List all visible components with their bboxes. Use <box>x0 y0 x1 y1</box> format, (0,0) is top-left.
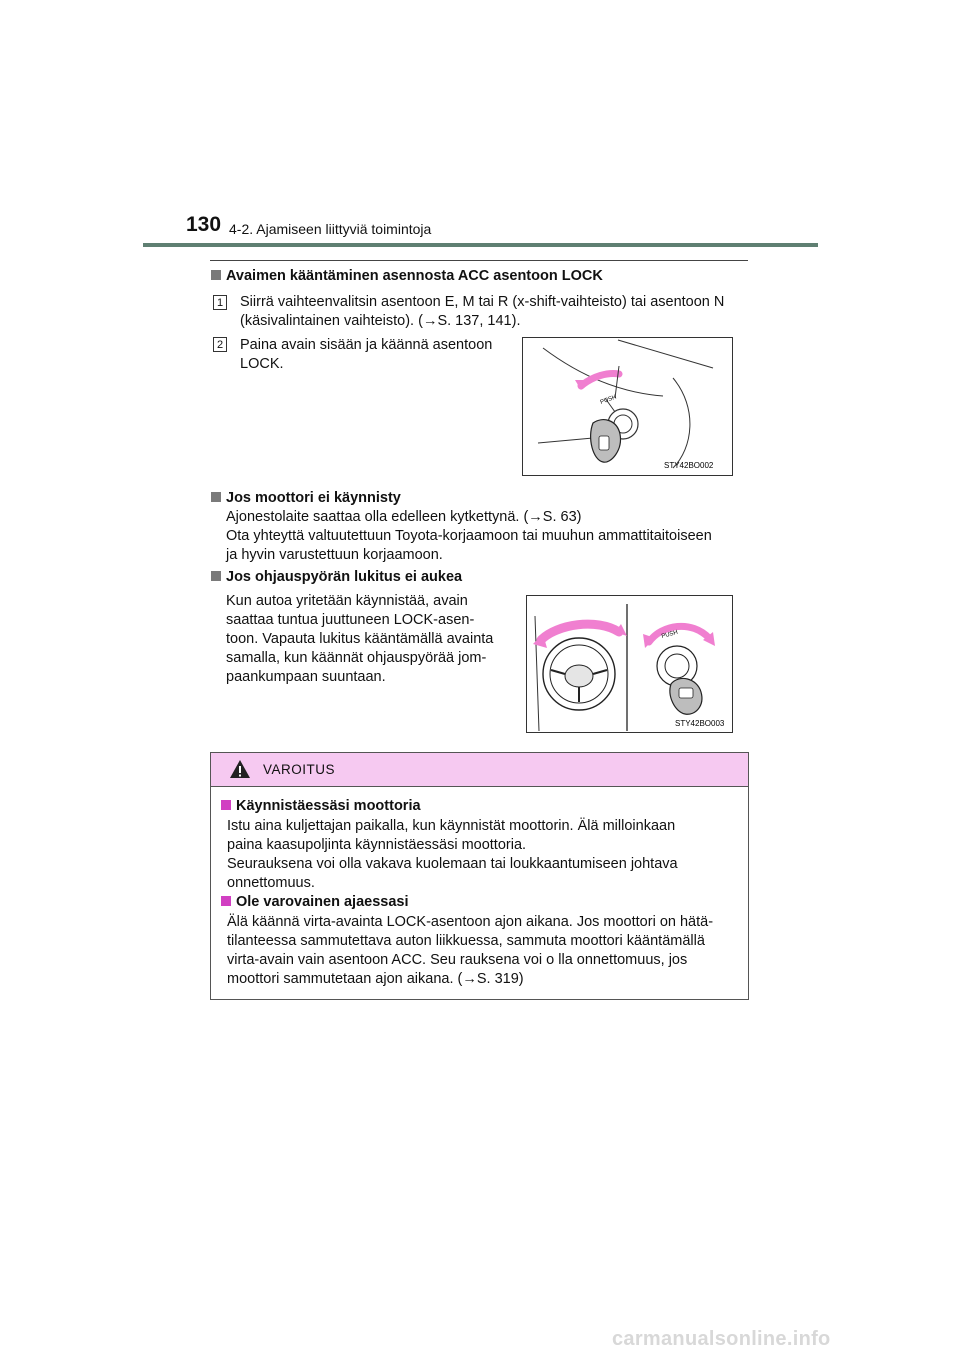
watermark: carmanualsonline.info <box>612 1328 831 1350</box>
paragraph-line: Seurauksena voi olla vakava kuolemaan tai loukkaantumiseen johtava <box>227 856 678 872</box>
bullet-square-icon <box>221 896 231 906</box>
paragraph-line: Älä käännä virta-avainta LOCK-asentoon ajon aikana. Jos moottori on hätä- <box>227 914 714 930</box>
section-heading-engine-no-start: Jos moottori ei käynnisty <box>211 490 401 506</box>
chapter-title: 4-2. Ajamiseen liittyviä toimintoja <box>229 221 432 237</box>
paragraph-line: Ajonestolaite saattaa olla edelleen kytkettynä. (→S. 63) <box>226 509 582 525</box>
paragraph-line: moottori sammutetaan ajon aikana. (→S. 319) <box>227 971 524 987</box>
step-1-text <box>240 293 748 331</box>
section-divider <box>210 260 748 261</box>
bullet-square-icon <box>211 492 221 502</box>
step-1-line: Siirrä vaihteenvalitsin asentoon E, M tai R (x-shift-vaihteisto) tai asentoon N <box>240 294 725 310</box>
paragraph-line: samalla, kun käännät ohjauspyörää jom- <box>226 650 487 666</box>
section-heading-steering-lock: Jos ohjauspyörän lukitus ei aukea <box>211 569 462 585</box>
paragraph-line: Ota yhteyttä valtuutettuun Toyota-korjaamoon tai muuhun ammattitaitoiseen <box>226 528 712 544</box>
warning-item-heading: Käynnistäessäsi moottoria <box>221 798 421 814</box>
warning-item-text <box>227 817 740 893</box>
paragraph-line: tilanteessa sammutettava auton liikkuessa, sammuta moottori kääntämällä <box>227 933 705 949</box>
step-1-line: (käsivalintainen vaihteisto). (→S. 137, 141). <box>240 313 521 329</box>
push-label: PUSH <box>599 394 618 406</box>
engine-no-start-text <box>226 508 745 565</box>
paragraph-line: saattaa tuntua juuttuneen LOCK-asen- <box>226 612 475 628</box>
push-label: PUSH <box>660 629 679 640</box>
bullet-square-icon <box>211 270 221 280</box>
illustration-code: STY42BO002 <box>664 461 714 470</box>
paragraph-line: paankumpaan suuntaan. <box>226 669 386 685</box>
section-heading-acc-lock: Avaimen kääntäminen asennosta ACC asentoon LOCK <box>211 268 603 284</box>
bullet-square-icon <box>211 571 221 581</box>
step-number-1: 1 <box>213 295 227 310</box>
header-divider <box>143 243 818 247</box>
warning-item-heading: Ole varovainen ajaessasi <box>221 894 409 910</box>
paragraph-line: onnettomuus. <box>227 875 315 891</box>
step-number-2: 2 <box>213 337 227 352</box>
illustration-code: STY42BO003 <box>675 719 725 728</box>
warning-header <box>211 753 748 787</box>
ignition-key-illustration <box>522 337 733 476</box>
paragraph-line: toon. Vapauta lukitus kääntämällä avainta <box>226 631 494 647</box>
paragraph-line: virta-avain vain asentoon ACC. Seu rauksena voi o lla onnettomuus, jos <box>227 952 688 968</box>
bullet-square-icon <box>221 800 231 810</box>
step-2-line: LOCK. <box>240 356 284 372</box>
paragraph-line: paina kaasupoljinta käynnistäessäsi moottoria. <box>227 837 527 853</box>
warning-box <box>210 752 749 1000</box>
warning-title: VAROITUS <box>263 762 336 777</box>
page-number: 130 <box>186 213 222 236</box>
step-2-line: Paina avain sisään ja käännä asentoon <box>240 337 493 353</box>
paragraph-line: Kun autoa yritetään käynnistää, avain <box>226 593 468 609</box>
steering-lock-text <box>226 592 506 687</box>
paragraph-line: ja hyvin varustettuun korjaamoon. <box>226 547 443 563</box>
steering-wheel-illustration <box>526 595 733 733</box>
paragraph-line: Istu aina kuljettajan paikalla, kun käynnistät moottorin. Älä milloinkaan <box>227 818 676 834</box>
warning-item-text <box>227 913 740 989</box>
step-2-text <box>240 336 510 374</box>
warning-triangle-icon <box>229 759 251 779</box>
